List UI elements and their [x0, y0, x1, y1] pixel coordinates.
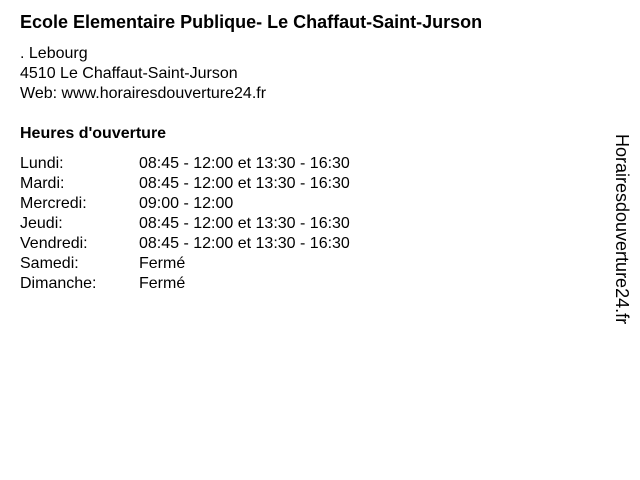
day-label: Lundi: [20, 155, 64, 172]
address-web: Web: www.horairesdouverture24.fr [20, 85, 267, 102]
hours-row-tuesday [20, 174, 350, 194]
hours-row-thursday [20, 214, 350, 234]
address-city: 4510 Le Chaffaut-Saint-Jurson [20, 65, 238, 82]
time-value: 08:45 - 12:00 et 13:30 - 16:30 [139, 235, 350, 252]
time-value: Fermé [139, 255, 186, 272]
time-value: Fermé [139, 275, 186, 292]
hours-table [20, 154, 350, 294]
vertical-brand-text: Horairesdouverture24.fr [612, 134, 632, 325]
address-block [20, 44, 266, 104]
address-street: . Lebourg [20, 45, 88, 62]
hours-row-saturday [20, 254, 350, 274]
hours-row-friday [20, 234, 350, 254]
day-label: Dimanche: [20, 275, 97, 292]
hours-heading: Heures d'ouverture [20, 125, 167, 142]
page-title: Ecole Elementaire Publique- Le Chaffaut-Saint-Jurson [20, 12, 483, 32]
day-label: Mardi: [20, 175, 65, 192]
day-label: Jeudi: [20, 215, 63, 232]
day-label: Mercredi: [20, 195, 87, 212]
hours-row-sunday [20, 274, 350, 294]
hours-row-wednesday [20, 194, 350, 214]
time-value: 09:00 - 12:00 [139, 195, 234, 212]
day-label: Vendredi: [20, 235, 88, 252]
time-value: 08:45 - 12:00 et 13:30 - 16:30 [139, 155, 350, 172]
time-value: 08:45 - 12:00 et 13:30 - 16:30 [139, 175, 350, 192]
time-value: 08:45 - 12:00 et 13:30 - 16:30 [139, 215, 350, 232]
hours-row-monday [20, 154, 350, 174]
day-label: Samedi: [20, 255, 79, 272]
